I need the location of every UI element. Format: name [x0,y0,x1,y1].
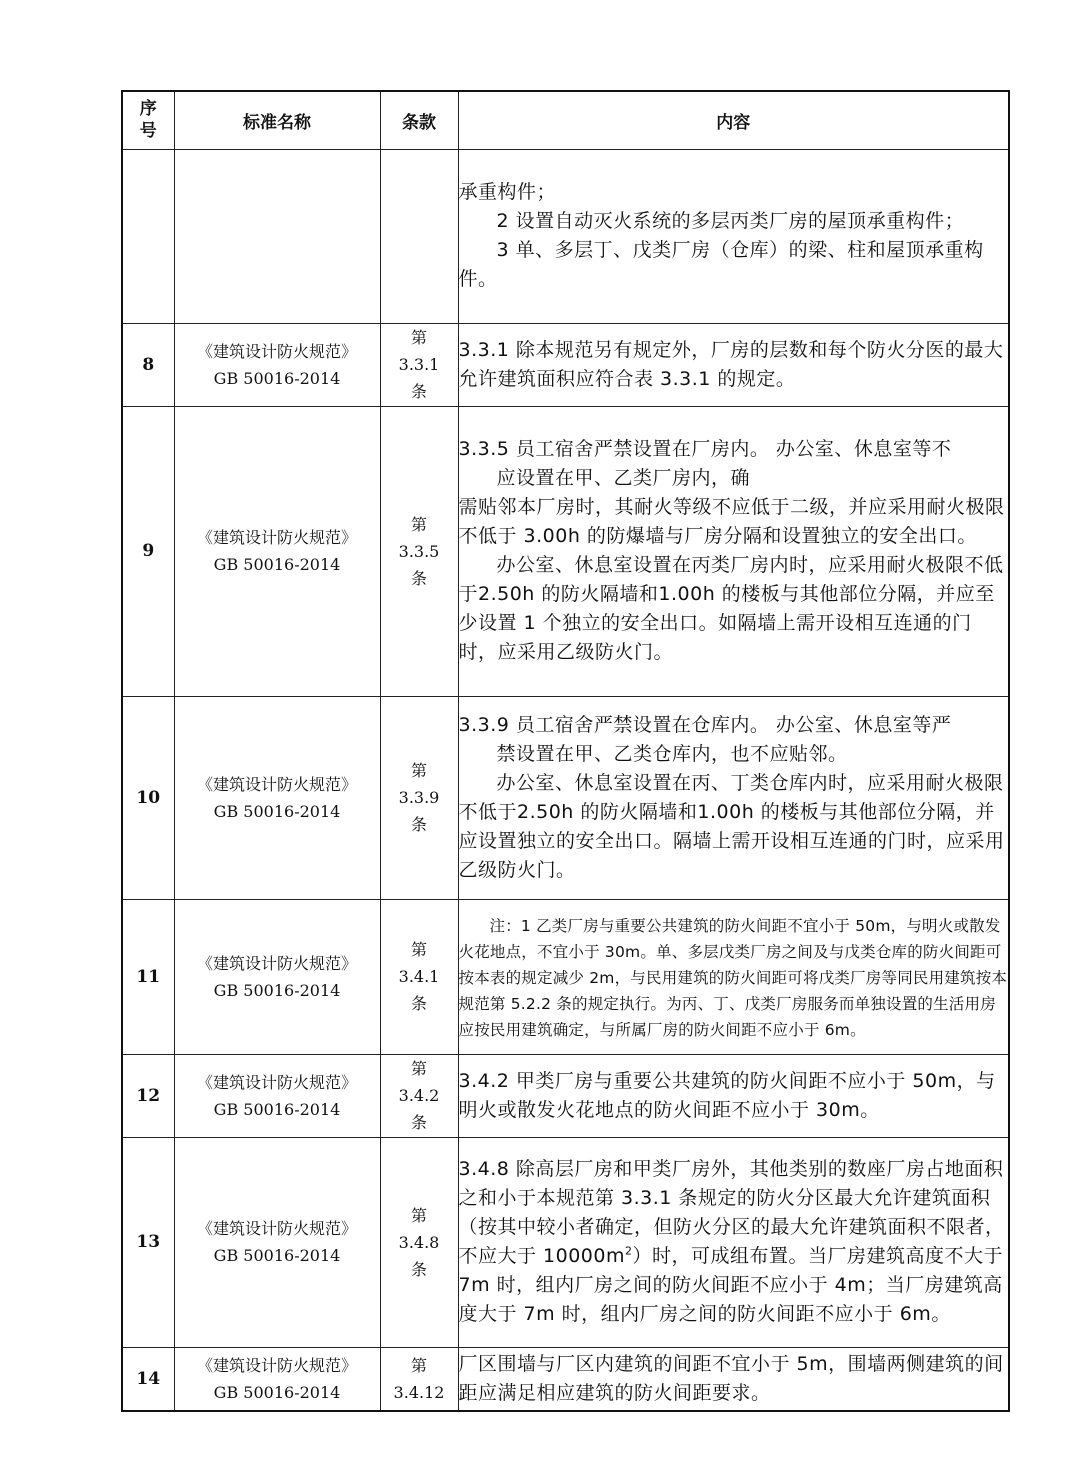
standard-cell: 《建筑设计防火规范》 GB 50016-2014 [174,323,380,406]
content-line: 3.3.1 除本规范另有规定外，厂房的层数和每个防火分医的最大允许建筑面积应符合表 3.3.1 的规定。 [458,338,1004,390]
content-cell [458,1347,1009,1411]
standard-cell: 《建筑设计防火规范》 GB 50016-2014 [174,1347,380,1411]
table-row [122,1137,1009,1347]
content-line: 应设置在甲、乙类厂房内，确 [496,467,751,489]
table-row [122,323,1009,406]
content-line: 2 设置自动灭火系统的多层丙类厂房的屋顶承重构件； [496,210,965,232]
row-number [122,149,174,323]
content-cell [458,696,1009,899]
standard-cell: 《建筑设计防火规范》 GB 50016-2014 [174,406,380,696]
standards-table [121,90,1010,1412]
clause-cell: 第 3.4.8 条 [380,1137,458,1347]
content-line: 3.3.9 员工宿舍严禁设置在仓库内。 办公室、休息室等严 [458,713,952,736]
content-cell [458,1054,1009,1137]
clause-cell: 第 3.4.1 条 [380,899,458,1054]
clause-cell: 第 3.3.5 条 [380,406,458,696]
clause-cell: 第 3.4.2 条 [380,1054,458,1137]
header-seq-line2: 号 [139,121,157,142]
header-row [122,91,1009,149]
row-number: 8 [122,323,174,406]
content-line: 禁设置在甲、乙类仓库内，也不应贴邻。 [496,742,848,765]
content-line: 3.4.2 甲类厂房与重要公共建筑的防火间距不应小于 50m，与明火或散发火花地点的防火间距不应小于 30m。 [458,1069,996,1121]
content-line: 办公室、休息室设置在丙类厂房内时，应采用耐火极限不低于2.50h 的防火隔墙和1.00h 的楼板与其他部位分隔，并应至少设置 1 个独立的安全出口。如隔墙上需开设相互连通的门时，应采用乙级防火门。 [458,554,1004,663]
row-number: 11 [122,899,174,1054]
header-clause: 条款 [380,91,458,149]
content-cell [458,899,1009,1054]
table-row [122,1347,1009,1411]
standard-cell: 《建筑设计防火规范》 GB 50016-2014 [174,1137,380,1347]
header-seq-line1: 序 [139,99,157,120]
content-cell [458,406,1009,696]
row-number: 9 [122,406,174,696]
content-cell [458,323,1009,406]
content-line: 承重构件； [458,181,557,203]
standard-cell [174,149,380,323]
row-number: 14 [122,1347,174,1411]
table-row [122,149,1009,323]
content-line: 办公室、休息室设置在丙、丁类仓库内时，应采用耐火极限不低于2.50h 的防火隔墙和1.00h 的楼板与其他部位分隔，并应设置独立的安全出口。隔墙上需开设相互连通的门时，应采用乙级防火门。 [458,771,1005,881]
header-seq [122,91,174,149]
table-row [122,899,1009,1054]
standard-cell: 《建筑设计防火规范》 GB 50016-2014 [174,1054,380,1137]
table-row [122,406,1009,696]
clause-cell: 第 3.3.9 条 [380,696,458,899]
content-cell [458,149,1009,323]
row-number: 13 [122,1137,174,1347]
table-row [122,696,1009,899]
header-standard: 标准名称 [174,91,380,149]
content-line: 厂区围墙与厂区内建筑的间距不宜小于 5m，围墙两侧建筑的间距应满足相应建筑的防火间距要求。 [458,1352,1004,1404]
standard-cell: 《建筑设计防火规范》 GB 50016-2014 [174,696,380,899]
content-line: 3 单、多层丁、戊类厂房（仓库）的梁、柱和屋顶承重构件。 [458,239,984,290]
row-number: 10 [122,696,174,899]
content-line: 需贴邻本厂房时，其耐火等级不应低于二级，并应采用耐火极限不低于 3.00h 的防爆墙与厂房分隔和设置独立的安全出口。 [458,496,1005,547]
content-cell [458,1137,1009,1347]
header-content: 内容 [458,91,1009,149]
clause-cell: 第 3.3.1 条 [380,323,458,406]
clause-cell [380,149,458,323]
content-line: 3.3.5 员工宿舍严禁设置在厂房内。 办公室、休息室等不 [458,438,952,460]
table-row [122,1054,1009,1137]
content-line: 注：1 乙类厂房与重要公共建筑的防火间距不宜小于 50m，与明火或散发火花地点，不宜小于 30m。单、多层戊类厂房之间及与戊类仓库的防火间距可按本表的规定减少 2m，与民用建筑的防火间距可将戊类厂房等同民用建筑按本规范第 5.2.2 条的规定执行。为丙、丁、戊类厂房服务而单独设置的生活用房应按民用建筑确定，与所属厂房的防火间距不应小于 6m。 [458,916,1008,1039]
standard-cell: 《建筑设计防火规范》 GB 50016-2014 [174,899,380,1054]
clause-cell: 第 3.4.12 [380,1347,458,1411]
content-line: 3.4.8 除高层厂房和甲类厂房外，其他类别的数座厂房占地面积之和小于本规范第 3.3.1 条规定的防火分区最大允许建筑面积（按其中较小者确定，但防火分区的最大允许建筑面积不限者，不应大于 $10000m^2$）时，可成组布置。当厂房建筑高度不大于 7m 时，组内厂房之间的防火间距不应小于 4m；当厂房建筑高度大于 7m 时，组内厂房之间的防火间距不应小于 6m。 [458,1158,1005,1325]
row-number: 12 [122,1054,174,1137]
